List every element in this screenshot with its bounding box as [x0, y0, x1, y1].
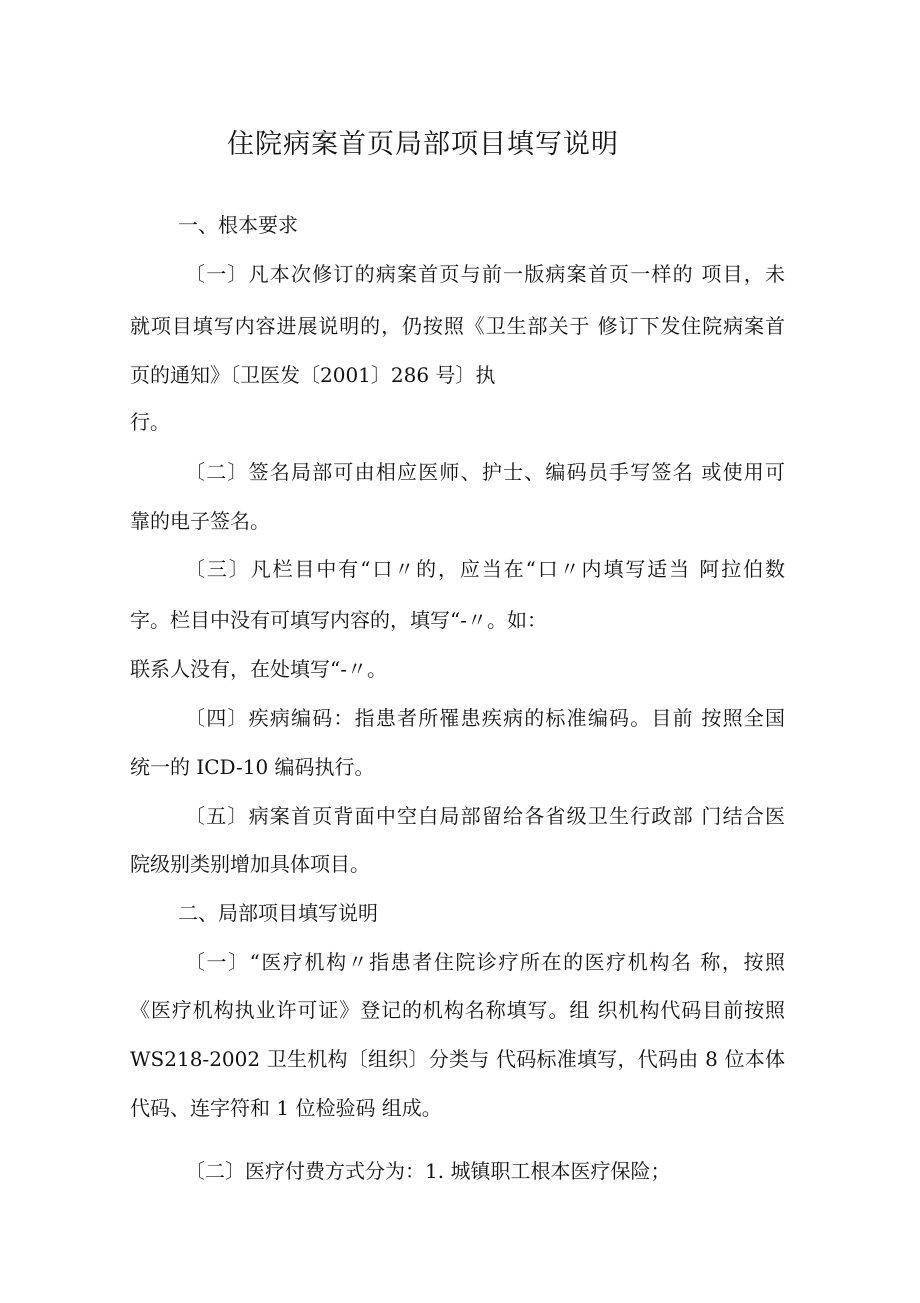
paragraph-line: WS218-2002 卫生机构〔组织〕分类与 代码标准填写，代码由 8 位本体 — [130, 1047, 785, 1071]
paragraph-line: 〔二〕医疗付费方式分为：1. 城镇职工根本医疗保险； — [185, 1159, 671, 1183]
paragraph-line: 字。栏目中没有可填写内容的，填写“-〃。如： — [130, 608, 547, 632]
paragraph-line: 靠的电子签名。 — [130, 509, 270, 533]
paragraph-line: 页的通知》〔卫医发〔2001〕286 号〕执 — [130, 363, 496, 387]
paragraph-line: 〔三〕凡栏目中有“口〃的，应当在“口〃内填写适当 阿拉伯数 — [185, 557, 785, 581]
section-heading-basic-requirements: 一、根本要求 — [178, 213, 298, 237]
paragraph-line: 院级别类别增加具体项目。 — [130, 852, 370, 876]
section-heading-item-instructions: 二、局部项目填写说明 — [178, 901, 378, 925]
paragraph-line: 行。 — [130, 410, 170, 434]
paragraph-line: 统一的 ICD-10 编码执行。 — [130, 755, 375, 779]
document-title: 住院病案首页局部项目填写说明 — [227, 129, 619, 160]
paragraph-line: 《医疗机构执业许可证》登记的机构名称填写。组 织机构代码目前按照 — [130, 998, 785, 1022]
paragraph-line: 联系人没有，在处填写“-〃。 — [130, 657, 387, 681]
paragraph-line: 〔一〕“医疗机构〃指患者住院诊疗所在的医疗机构名 称，按照 — [185, 950, 785, 974]
paragraph-line: 代码、连字符和 1 位检验码 组成。 — [130, 1096, 442, 1120]
paragraph-line: 〔一〕凡本次修订的病案首页与前一版病案首页一样的 项目，未 — [185, 262, 785, 286]
paragraph-line: 〔四〕疾病编码：指患者所罹患疾病的标准编码。目前 按照全国 — [185, 706, 785, 730]
paragraph-line: 〔二〕签名局部可由相应医师、护士、编码员手写签名 或使用可 — [185, 460, 785, 484]
paragraph-line: 就项目填写内容进展说明的，仍按照《卫生部关于 修订下发住院病案首 — [130, 314, 785, 338]
paragraph-line: 〔五〕病案首页背面中空白局部留给各省级卫生行政部 门结合医 — [185, 804, 785, 828]
